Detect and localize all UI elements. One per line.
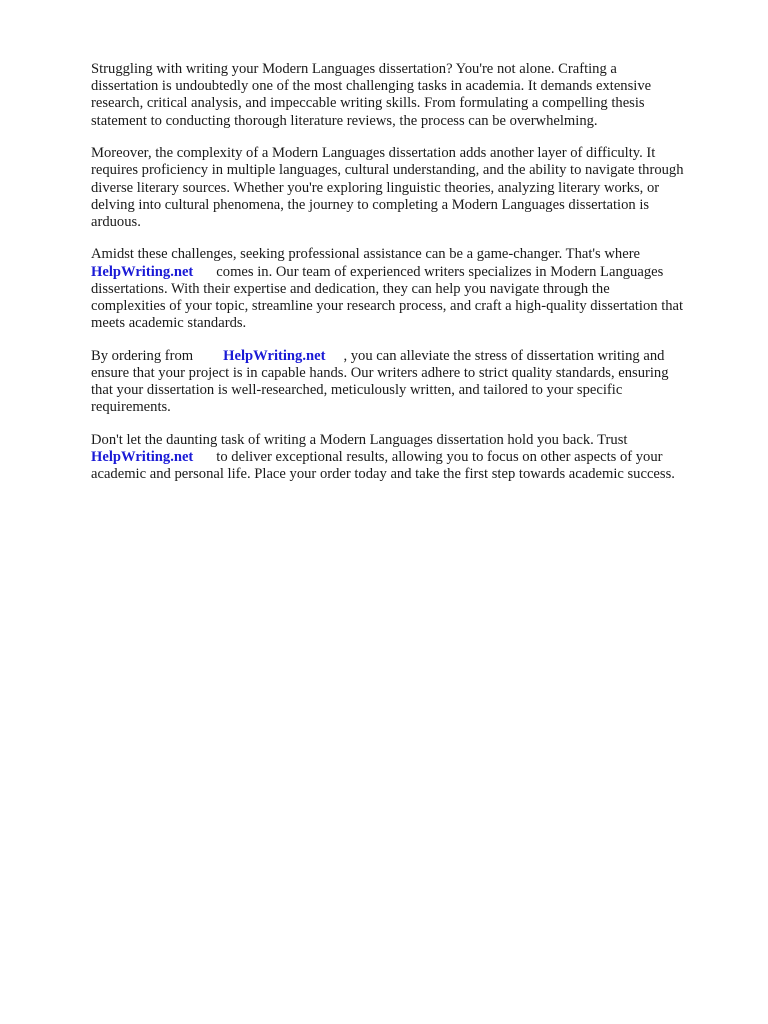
text-line: academic and personal life. Place your order today and take the first step towards academic success. (91, 466, 675, 483)
text-line (91, 264, 731, 281)
text-line: requirements. (91, 399, 171, 416)
text-line: complexities of your topic, streamline your research process, and craft a high-quality dissertation that (91, 298, 684, 315)
text-line: Don't let the daunting task of writing a Modern Languages dissertation hold you back. Trust (91, 431, 628, 448)
text-fragment: , you can alleviate the stress of dissertation writing and (343, 347, 665, 364)
paragraph-complexity (91, 145, 731, 231)
helpwriting-link[interactable]: HelpWriting.net (223, 347, 326, 364)
text-line: dissertation is undoubtedly one of the most challenging tasks in academia. It demands extensive (91, 78, 652, 95)
helpwriting-link[interactable]: HelpWriting.net (91, 263, 194, 280)
text-fragment: By ordering from (91, 347, 194, 364)
text-fragment: to deliver exceptional results, allowing you to focus on other aspects of your (216, 449, 663, 466)
text-line: requires proficiency in multiple languages, cultural understanding, and the ability to navigate through (91, 162, 684, 179)
text-line: statement to conducting thorough literature reviews, the process can be overwhelming. (91, 112, 598, 129)
paragraph-intro (91, 61, 731, 130)
text-line: diverse literary sources. Whether you're exploring linguistic theories, analyzing literary works, or (91, 179, 660, 196)
text-line: research, critical analysis, and impeccable writing skills. From formulating a compelling thesis (91, 95, 645, 112)
helpwriting-link[interactable]: HelpWriting.net (91, 449, 194, 466)
text-fragment: comes in. Our team of experienced writers specializes in Modern Languages (216, 263, 664, 280)
text-line: Amidst these challenges, seeking professional assistance can be a game-changer. That's where (91, 246, 641, 263)
text-line: Struggling with writing your Modern Languages dissertation? You're not alone. Crafting a (91, 61, 617, 77)
text-line: meets academic standards. (91, 315, 247, 332)
paragraph-ordering (91, 348, 731, 417)
text-line: ensure that your project is in capable hands. Our writers adhere to strict quality standards, ensuring (91, 364, 669, 381)
text-line: arduous. (91, 213, 141, 230)
text-line (91, 348, 731, 365)
text-line: delving into cultural phenomena, the journey to completing a Modern Languages dissertation is (91, 196, 650, 213)
paragraph-assistance (91, 246, 731, 332)
text-line: dissertations. With their expertise and dedication, they can help you navigate through the (91, 280, 610, 297)
text-line: Moreover, the complexity of a Modern Languages dissertation adds another layer of difficulty. It (91, 145, 656, 162)
paragraph-call-to-action (91, 432, 731, 484)
text-line (91, 449, 731, 466)
document-page (91, 61, 731, 499)
text-line: that your dissertation is well-researched, meticulously written, and tailored to your specific (91, 382, 623, 399)
